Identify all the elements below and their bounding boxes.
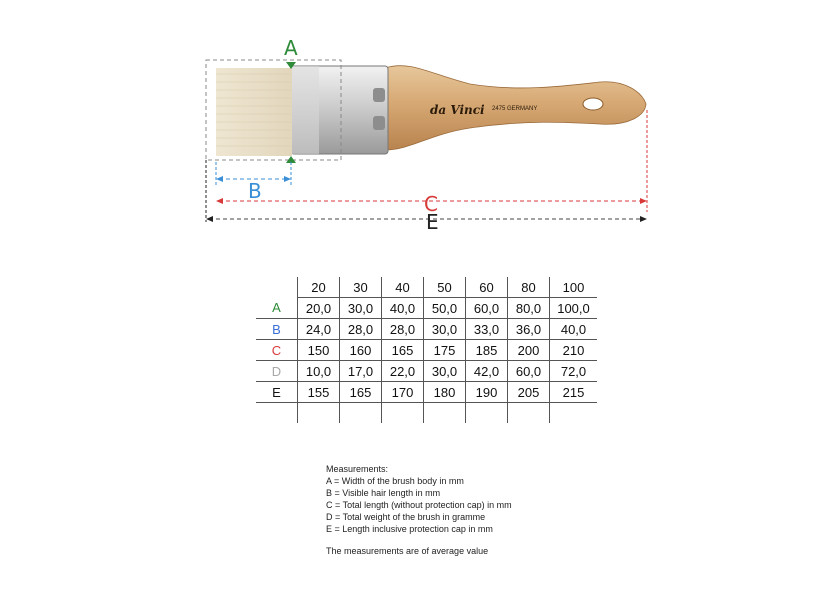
table-cell xyxy=(298,403,340,424)
label-a: A xyxy=(284,36,298,60)
table-row xyxy=(256,319,597,340)
table-cell: 185 xyxy=(466,340,508,361)
legend-item: C = Total length (without protection cap) in mm xyxy=(326,500,512,510)
table-row xyxy=(256,340,597,361)
table-cell: 200 xyxy=(508,340,550,361)
table-cell: 40,0 xyxy=(550,319,598,340)
label-b: B xyxy=(248,179,262,203)
table-cell: 205 xyxy=(508,382,550,403)
table-cell: 10,0 xyxy=(298,361,340,382)
table-cell xyxy=(424,403,466,424)
size-header: 30 xyxy=(340,277,382,298)
table-cell: 155 xyxy=(298,382,340,403)
legend-item: B = Visible hair length in mm xyxy=(326,488,441,498)
ferrule-crimp-icon xyxy=(373,88,385,102)
table-cell: 30,0 xyxy=(424,361,466,382)
table-row xyxy=(256,298,597,319)
handle-imprint: 2475 GERMANY xyxy=(492,106,538,112)
table-cell: 42,0 xyxy=(466,361,508,382)
size-header: 60 xyxy=(466,277,508,298)
measurements-legend xyxy=(326,463,512,557)
table-row xyxy=(256,382,597,403)
table-cell: 190 xyxy=(466,382,508,403)
legend-item: E = Length inclusive protection cap in mm xyxy=(326,524,493,534)
table-cell: 100,0 xyxy=(550,298,598,319)
size-header: 80 xyxy=(508,277,550,298)
row-label: B xyxy=(256,319,298,340)
table-cell: 40,0 xyxy=(382,298,424,319)
table-cell: 20,0 xyxy=(298,298,340,319)
row-label: D xyxy=(256,361,298,382)
dimension-table xyxy=(256,277,597,423)
row-label: C xyxy=(256,340,298,361)
table-cell: 24,0 xyxy=(298,319,340,340)
table-cell: 165 xyxy=(382,340,424,361)
legend-item: D = Total weight of the brush in gramme xyxy=(326,512,486,522)
table-cell: 17,0 xyxy=(340,361,382,382)
legend-heading: Measurements: xyxy=(326,464,389,474)
row-label: A xyxy=(256,298,298,319)
empty-table-row xyxy=(256,403,597,424)
table-cell: 30,0 xyxy=(340,298,382,319)
table-cell: 180 xyxy=(424,382,466,403)
ferrule-crimp-icon xyxy=(373,116,385,130)
brush-dimension-diagram xyxy=(0,0,839,245)
table-cell: 150 xyxy=(298,340,340,361)
table-cell: 28,0 xyxy=(382,319,424,340)
brush-bristles xyxy=(216,68,292,156)
table-cell: 33,0 xyxy=(466,319,508,340)
table-cell: 50,0 xyxy=(424,298,466,319)
handle-hole-icon xyxy=(583,98,603,110)
table-cell: 28,0 xyxy=(340,319,382,340)
table-cell: 60,0 xyxy=(508,361,550,382)
size-header: 100 xyxy=(550,277,598,298)
table-cell xyxy=(508,403,550,424)
legend-note: The measurements are of average value xyxy=(326,546,489,556)
table-cell: 210 xyxy=(550,340,598,361)
legend-item: A = Width of the brush body in mm xyxy=(326,476,464,486)
table-cell xyxy=(466,403,508,424)
size-header: 40 xyxy=(382,277,424,298)
label-c: C xyxy=(424,192,438,216)
table-cell: 30,0 xyxy=(424,319,466,340)
table-cell: 175 xyxy=(424,340,466,361)
table-cell: 165 xyxy=(340,382,382,403)
brand-logo: da Vinci xyxy=(430,103,485,117)
table-cell: 80,0 xyxy=(508,298,550,319)
table-cell xyxy=(550,403,598,424)
table-cell: 215 xyxy=(550,382,598,403)
table-cell xyxy=(340,403,382,424)
table-cell xyxy=(256,403,298,424)
size-header: 20 xyxy=(298,277,340,298)
size-header: 50 xyxy=(424,277,466,298)
table-cell: 60,0 xyxy=(466,298,508,319)
table-cell: 36,0 xyxy=(508,319,550,340)
row-label-header xyxy=(256,277,298,298)
row-label: E xyxy=(256,382,298,403)
label-e: E xyxy=(426,210,439,234)
table-row xyxy=(256,361,597,382)
table-cell: 72,0 xyxy=(550,361,598,382)
table-cell xyxy=(382,403,424,424)
table-cell: 170 xyxy=(382,382,424,403)
table-cell: 160 xyxy=(340,340,382,361)
table-header-row xyxy=(256,277,597,298)
table-cell: 22,0 xyxy=(382,361,424,382)
